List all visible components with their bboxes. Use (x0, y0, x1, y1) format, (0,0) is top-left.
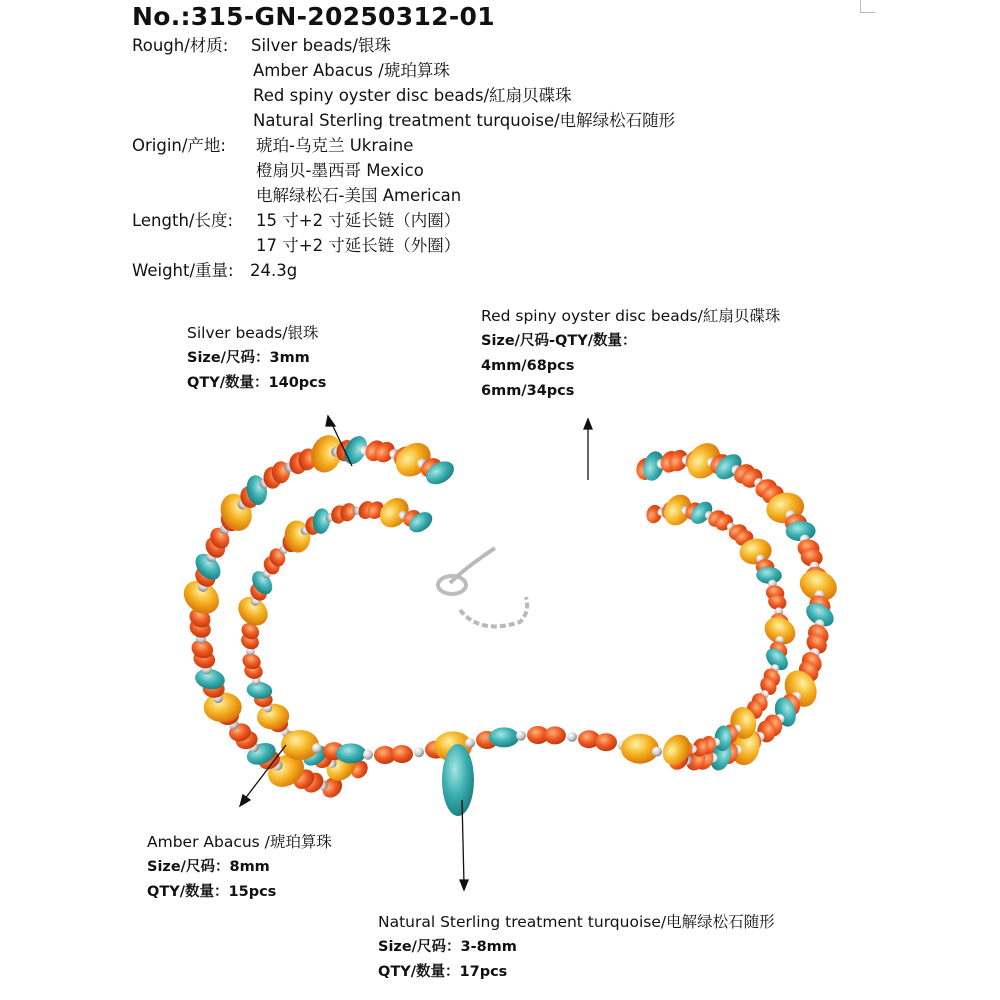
weight-label: Weight/重量: (132, 261, 234, 280)
spiny-arrowhead (584, 419, 592, 429)
rough-item: Amber Abacus /琥珀算珠 (253, 61, 450, 80)
rough-item: Red spiny oyster disc beads/紅扇贝碟珠 (253, 86, 572, 105)
amber-callout-size: Size/尺码：8mm (147, 859, 270, 875)
weight-value: 24.3g (250, 261, 298, 280)
turquoise-callout (378, 910, 775, 985)
turquoise-pendant-bead (442, 744, 474, 816)
spiny-callout (481, 304, 780, 404)
turquoise-callout-title: Natural Sterling treatment turquoise/电解绿松石随形 (378, 913, 775, 931)
amber-arrowhead (240, 795, 250, 806)
rough-item: Silver beads/银珠 (251, 36, 391, 55)
silver-bead (465, 738, 475, 748)
origin-label: Origin/产地: (132, 136, 226, 155)
silver-bead (312, 743, 322, 753)
product-number-title: No.:315-GN-20250312-01 (132, 2, 495, 31)
turquoise-bead (336, 743, 366, 763)
turquoise-arrowhead (460, 880, 468, 890)
turquoise-callout-qty: QTY/数量：17pcs (378, 964, 508, 980)
amber-callout-qty: QTY/数量：15pcs (147, 884, 277, 900)
silver-callout-qty: QTY/数量：140pcs (187, 375, 327, 391)
origin-item: 琥珀-乌克兰 Ukraine (256, 136, 414, 155)
length-item: 15 寸+2 寸延长链（内圈） (256, 211, 461, 230)
spiny-oyster-bead (391, 745, 413, 763)
spiny-callout-line: 4mm/68pcs (481, 358, 575, 374)
silver-callout-title: Silver beads/银珠 (187, 324, 319, 342)
extender-chain (438, 548, 527, 626)
amber-callout-title: Amber Abacus /琥珀算珠 (147, 833, 332, 851)
spiny-oyster-bead (595, 733, 617, 751)
silver-bead (567, 732, 577, 742)
silver-callout (187, 321, 326, 396)
origin-item: 电解绿松石-美国 American (256, 186, 462, 205)
silver-arrowhead (326, 416, 335, 426)
spiny-callout-size-qty: Size/尺码-QTY/数量： (481, 333, 637, 349)
spiny-callout-line: 6mm/34pcs (481, 383, 575, 399)
callout-arrows (240, 416, 592, 890)
silver-callout-size: Size/尺码：3mm (187, 350, 310, 366)
spiny-callout-title: Red spiny oyster disc beads/紅扇贝碟珠 (481, 307, 781, 325)
spiny-oyster-bead (544, 726, 566, 744)
length-item: 17 寸+2 寸延长链（外圈） (256, 236, 461, 255)
length-label: Length/长度: (132, 211, 234, 230)
turquoise-bead (489, 727, 519, 747)
rough-item: Natural Sterling treatment turquoise/电解绿松石随形 (253, 111, 676, 130)
amber-callout (147, 830, 332, 905)
rough-label: Rough/材质: (132, 36, 229, 55)
silver-bead (414, 747, 424, 757)
origin-item: 橙扇贝-墨西哥 Mexico (256, 161, 424, 180)
silver-bead (363, 750, 373, 760)
silver-bead (516, 731, 526, 741)
corner-mark (860, 0, 875, 13)
turquoise-callout-size: Size/尺码：3-8mm (378, 939, 517, 955)
silver-bead (652, 747, 662, 757)
